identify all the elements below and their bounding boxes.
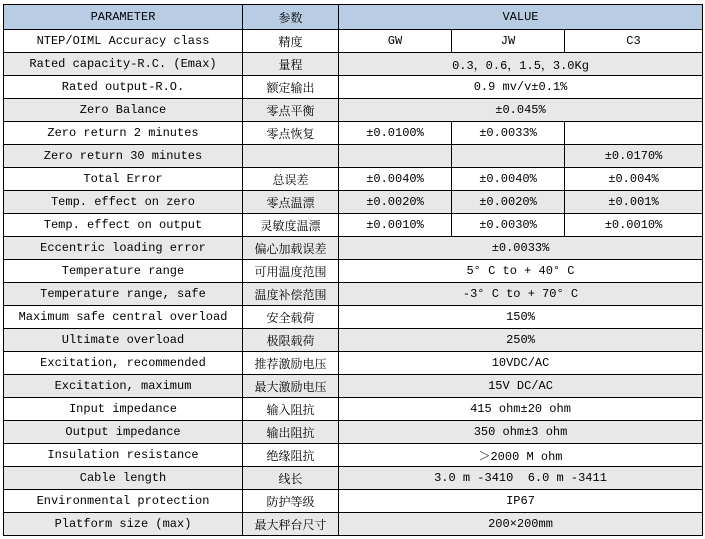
- value-span-cell: ±0.045%: [339, 99, 703, 122]
- param-name-cell: Environmental protection: [4, 490, 243, 513]
- table-row: [4, 237, 703, 260]
- param-name-cell: Output impedance: [4, 421, 243, 444]
- value-span-cell: 3.0 m -3410 6.0 m -3411: [339, 467, 703, 490]
- table-row: [4, 30, 703, 53]
- param-cn-cell: 零点平衡: [243, 99, 339, 122]
- value-span-cell: 415 ohm±20 ohm: [339, 398, 703, 421]
- table-row: [4, 490, 703, 513]
- value-span-cell: ＞2000 M ohm: [339, 444, 703, 467]
- table-row: [4, 168, 703, 191]
- param-name-cell: Insulation resistance: [4, 444, 243, 467]
- value-span-cell: 0.3，0.6，1.5，3.0Kg: [339, 53, 703, 76]
- value-gw-cell: ±0.0010%: [339, 214, 452, 237]
- param-cn-cell: 可用温度范围: [243, 260, 339, 283]
- value-span-cell: IP67: [339, 490, 703, 513]
- value-gw-cell: ±0.0100%: [339, 122, 452, 145]
- header-value: VALUE: [339, 5, 703, 30]
- value-gw-cell: GW: [339, 30, 452, 53]
- value-c3-cell: ±0.004%: [565, 168, 703, 191]
- table-row: [4, 53, 703, 76]
- table-row: [4, 421, 703, 444]
- table-row: [4, 444, 703, 467]
- value-span-cell: 150%: [339, 306, 703, 329]
- value-jw-cell: ±0.0020%: [452, 191, 565, 214]
- param-name-cell: Zero Balance: [4, 99, 243, 122]
- param-name-cell: Temp. effect on output: [4, 214, 243, 237]
- param-cn-cell: 极限载荷: [243, 329, 339, 352]
- value-span-cell: 5° C to + 40° C: [339, 260, 703, 283]
- table-row: [4, 375, 703, 398]
- value-span-cell: 15V DC/AC: [339, 375, 703, 398]
- value-jw-cell: ±0.0030%: [452, 214, 565, 237]
- param-name-cell: Zero return 2 minutes: [4, 122, 243, 145]
- value-span-cell: -3° C to + 70° C: [339, 283, 703, 306]
- value-gw-cell: ±0.0040%: [339, 168, 452, 191]
- param-cn-cell: 最大秤台尺寸: [243, 513, 339, 536]
- param-cn-cell: 零点温漂: [243, 191, 339, 214]
- param-name-cell: Total Error: [4, 168, 243, 191]
- value-span-cell: ±0.0033%: [339, 237, 703, 260]
- value-jw-cell: ±0.0040%: [452, 168, 565, 191]
- param-cn-cell: 防护等级: [243, 490, 339, 513]
- param-name-cell: Zero return 30 minutes: [4, 145, 243, 168]
- value-c3-cell: ±0.0170%: [565, 145, 703, 168]
- value-span-cell: 250%: [339, 329, 703, 352]
- param-name-cell: Platform size (max): [4, 513, 243, 536]
- table-row: [4, 329, 703, 352]
- param-name-cell: Input impedance: [4, 398, 243, 421]
- param-cn-cell: 额定输出: [243, 76, 339, 99]
- table-row: [4, 513, 703, 536]
- table-row: [4, 122, 703, 145]
- table-row: [4, 398, 703, 421]
- value-jw-cell: ±0.0033%: [452, 122, 565, 145]
- table-row: [4, 306, 703, 329]
- param-cn-cell: 精度: [243, 30, 339, 53]
- param-cn-cell: 量程: [243, 53, 339, 76]
- header-parameter: PARAMETER: [4, 5, 243, 30]
- param-cn-cell: [243, 145, 339, 168]
- param-cn-cell: 安全载荷: [243, 306, 339, 329]
- table-row: [4, 76, 703, 99]
- param-name-cell: Maximum safe central overload: [4, 306, 243, 329]
- param-name-cell: Excitation, recommended: [4, 352, 243, 375]
- param-cn-cell: 线长: [243, 467, 339, 490]
- value-span-cell: 350 ohm±3 ohm: [339, 421, 703, 444]
- value-c3-cell: ±0.001%: [565, 191, 703, 214]
- table-row: [4, 191, 703, 214]
- value-span-cell: 200×200mm: [339, 513, 703, 536]
- param-cn-cell: 零点恢复: [243, 122, 339, 145]
- param-cn-cell: 输入阻抗: [243, 398, 339, 421]
- param-name-cell: Cable length: [4, 467, 243, 490]
- param-cn-cell: 灵敏度温漂: [243, 214, 339, 237]
- param-name-cell: Rated capacity-R.C. (Emax): [4, 53, 243, 76]
- load-cell-spec-table: [3, 4, 703, 536]
- param-name-cell: Temperature range, safe: [4, 283, 243, 306]
- value-jw-cell: [452, 145, 565, 168]
- param-name-cell: Ultimate overload: [4, 329, 243, 352]
- header-param-cn: 参数: [243, 5, 339, 30]
- table-row: [4, 145, 703, 168]
- table-row: [4, 99, 703, 122]
- value-c3-cell: [565, 122, 703, 145]
- param-cn-cell: 最大激励电压: [243, 375, 339, 398]
- value-gw-cell: ±0.0020%: [339, 191, 452, 214]
- param-cn-cell: 推荐激励电压: [243, 352, 339, 375]
- param-name-cell: Rated output-R.O.: [4, 76, 243, 99]
- param-cn-cell: 总误差: [243, 168, 339, 191]
- value-span-cell: 0.9 mv/v±0.1%: [339, 76, 703, 99]
- value-c3-cell: C3: [565, 30, 703, 53]
- table-row: [4, 283, 703, 306]
- value-jw-cell: JW: [452, 30, 565, 53]
- param-name-cell: Temperature range: [4, 260, 243, 283]
- header-row: [4, 5, 703, 30]
- param-name-cell: Excitation, maximum: [4, 375, 243, 398]
- table-row: [4, 214, 703, 237]
- value-gw-cell: [339, 145, 452, 168]
- table-body: [4, 30, 703, 536]
- table-row: [4, 352, 703, 375]
- table-row: [4, 467, 703, 490]
- param-name-cell: NTEP/OIML Accuracy class: [4, 30, 243, 53]
- param-cn-cell: 偏心加载误差: [243, 237, 339, 260]
- value-c3-cell: ±0.0010%: [565, 214, 703, 237]
- table-row: [4, 260, 703, 283]
- param-cn-cell: 绝缘阻抗: [243, 444, 339, 467]
- param-name-cell: Temp. effect on zero: [4, 191, 243, 214]
- value-span-cell: 10VDC/AC: [339, 352, 703, 375]
- param-cn-cell: 温度补偿范围: [243, 283, 339, 306]
- param-name-cell: Eccentric loading error: [4, 237, 243, 260]
- param-cn-cell: 输出阻抗: [243, 421, 339, 444]
